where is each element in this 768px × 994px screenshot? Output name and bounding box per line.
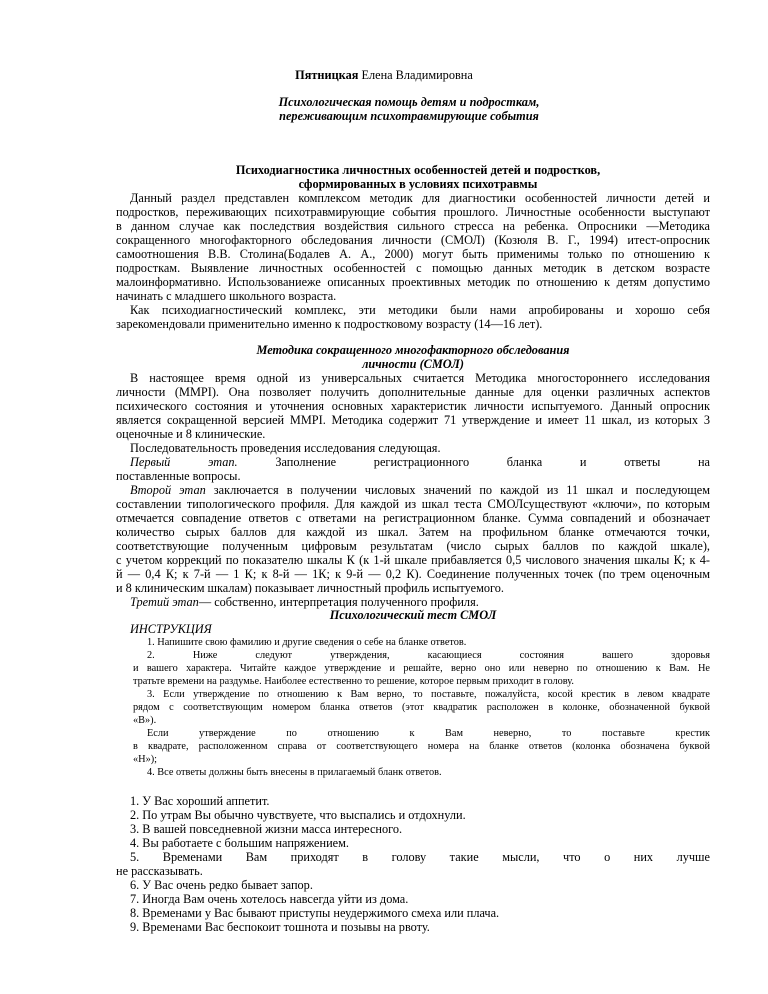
test-item: 1. У Вас хороший аппетит. — [130, 794, 270, 808]
test-item: 3. В вашей повседневной жизни масса интересного. — [130, 822, 403, 836]
stage-2-line: соответствующие полученным цифровым результатам (число сырых баллов по каждой шкале), — [116, 539, 710, 553]
intro-line: подростков, переживающих психотравмирующие события прошлого. Личностные особенности выступают — [116, 205, 710, 219]
test-item-cont: не рассказывать. — [116, 864, 203, 878]
section-title-line-1: Психодиагностика личностных особенностей детей и подростков, — [235, 163, 601, 177]
stage-2-last-line: и 8 клиническим шкалам) показывает личностный профиль испытуемого. — [116, 581, 504, 595]
instruction-1: 1. Напишите свою фамилию и другие сведения о себе на бланке ответов. — [147, 637, 467, 648]
section-title-line-2: сформированных в условиях психотравмы — [298, 177, 538, 191]
stage-1-line — [130, 455, 710, 469]
stage-2-line: отмечается совпадение ответов с ответами на регистрационном бланке. Сумма совпадений и обозначает — [116, 511, 710, 525]
approbation-line: зарекомендовали применительно именно к подростковому возрасту (14—16 лет). — [116, 317, 543, 331]
instructions-heading: ИНСТРУКЦИЯ — [130, 622, 212, 636]
approbation-line: Как психодиагностический комплекс, эти методики были нами апробированы и хорошо себя — [130, 303, 710, 317]
instruction-3-line: рядом с соответствующим номером бланка ответов (этот квадратик расположен в колонке, обозначенной буквой — [133, 702, 710, 713]
instruction-3-line: Если утверждение по отношению к Вам неверно, то поставьте крестик — [147, 728, 710, 739]
instruction-2-line: тратьте времени на раздумье. Наиболее естественно то решение, которое первым приходит в голову. — [133, 676, 574, 687]
instruction-3-line: «Н»); — [133, 754, 158, 765]
stage-2-line: составлении типологического профиля. Для каждой из шкал теста СМОЛсуществуют «ключи», по которым — [116, 497, 710, 511]
instruction-3-line: в квадрате, расположенном справа от соответствующего номера на бланке ответов (колонка обозначена буквой — [133, 741, 710, 752]
test-item: 8. Временами у Вас бывают приступы неудержимого смеха или плача. — [130, 906, 500, 920]
stage-3-label: Третий этап — [130, 595, 199, 609]
smol-desc-line: является сокращенной версией ММPI. Методика содержит 71 утверждение и имеет 11 шкал, из которых 3 — [116, 413, 710, 427]
smol-desc-line: психического состояния и уточнения основных характеристик личности испытуемого. Данный опросник — [116, 399, 710, 413]
test-item: 5. Временами Вам приходят в голову такие мысли, что о них лучше — [130, 850, 710, 864]
smol-desc-line: личности (ММPI). Она позволяет получить дополнительные данные для оценки различных аспектов — [116, 385, 710, 399]
stage-1-text: Заполнение регистрационного бланка и ответы на — [275, 455, 710, 469]
author-surname: Пятницкая — [295, 68, 359, 82]
intro-line: начинать с младшего школьного возраста. — [116, 289, 337, 303]
intro-line: самоотношения В.В. Столина(Бодалев А. А., 2000) могут быть применимы только по отношению к — [116, 247, 710, 261]
stage-2-label: Второй этап — [130, 483, 206, 497]
test-item: 2. По утрам Вы обычно чувствуете, что выспались и отдохнули. — [130, 808, 466, 822]
intro-line: сокращенного многофакторного обследования личности (СМОЛ) (Козюля В. Г., 1994) итест-опросник — [116, 233, 710, 247]
test-item: 9. Временами Вас беспокоит тошнота и позывы на рвоту. — [130, 920, 430, 934]
instruction-3-line: «В»). — [133, 715, 157, 726]
book-title-line-1: Психологическая помощь детям и подросткам, — [278, 95, 540, 109]
stage-2-first-text: заключается в получении числовых значений по каждой из 11 шкал и последующем — [213, 483, 710, 497]
stage-3-text: — собственно, интерпретация полученного профиля. — [198, 595, 479, 609]
stage-3-line — [130, 595, 479, 609]
stage-1-cont: поставленные вопросы. — [116, 469, 241, 483]
book-title-line-2: переживающим психотравмирующие события — [279, 109, 539, 123]
smol-desc-line: оценочные и 8 клинические. — [116, 427, 266, 441]
smol-title-line-1: Методика сокращенного многофакторного обследования — [256, 343, 570, 357]
stage-1-label: Первый этап. — [130, 455, 238, 469]
stage-2-first-line — [130, 483, 710, 497]
instruction-2-line: 2. Ниже следуют утверждения, касающиеся состояния вашего здоровья — [147, 650, 710, 661]
author-name: Елена Владимировна — [361, 68, 473, 82]
intro-line: малоинформативно. Использованиеже описанных проективных методик по отношению к детям допустимо — [116, 275, 710, 289]
stage-2-line: й — 0,4 К; к 7-й — 1 К; к 8-й — 1К; к 9-й — 0,2 К). Соединение полученных точек (по трем оценочным — [116, 567, 710, 581]
test-item: 4. Вы работаете с большим напряжением. — [130, 836, 349, 850]
intro-line: Данный раздел представлен комплексом методик для диагностики особенностей личности детей и — [130, 191, 710, 205]
instruction-4: 4. Все ответы должны быть внесены в прилагаемый бланк ответов. — [147, 767, 442, 778]
test-title: Психологический тест СМОЛ — [329, 608, 497, 622]
test-item: 7. Иногда Вам очень хотелось навсегда уйти из дома. — [130, 892, 409, 906]
author-line — [0, 68, 768, 82]
stage-2-line: с учетом коррекций по показателю шкалы К (к 1-й шкале прибавляется 0,5 числового значения шкалы К; к 4- — [116, 553, 710, 567]
sequence-intro: Последовательность проведения исследования следующая. — [130, 441, 441, 455]
smol-title-line-2: личности (СМОЛ) — [362, 357, 464, 371]
stage-2-line: количество сырых баллов для каждой из шкал. Затем на профильном бланке отмечаются точки, — [116, 525, 710, 539]
test-item: 6. У Вас очень редко бывает запор. — [130, 878, 313, 892]
intro-line: подросткам. Выявление личностных особенностей с помощью данных методик в детском возрасте — [116, 261, 710, 275]
instruction-2-line: и вашего характера. Читайте каждое утверждение и решайте, верно оно или неверно по отношению к Вам. Не — [133, 663, 710, 674]
intro-line: в данном случае как последствия воздействия сильного стресса на ребенка. Опросники —Методика — [116, 219, 710, 233]
instruction-3-line: 3. Если утверждение по отношению к Вам верно, то поставьте, пожалуйста, косой крестик в левом квадрате — [147, 689, 710, 700]
smol-desc-line: В настоящее время одной из универсальных считается Методика многостороннего исследования — [130, 371, 710, 385]
